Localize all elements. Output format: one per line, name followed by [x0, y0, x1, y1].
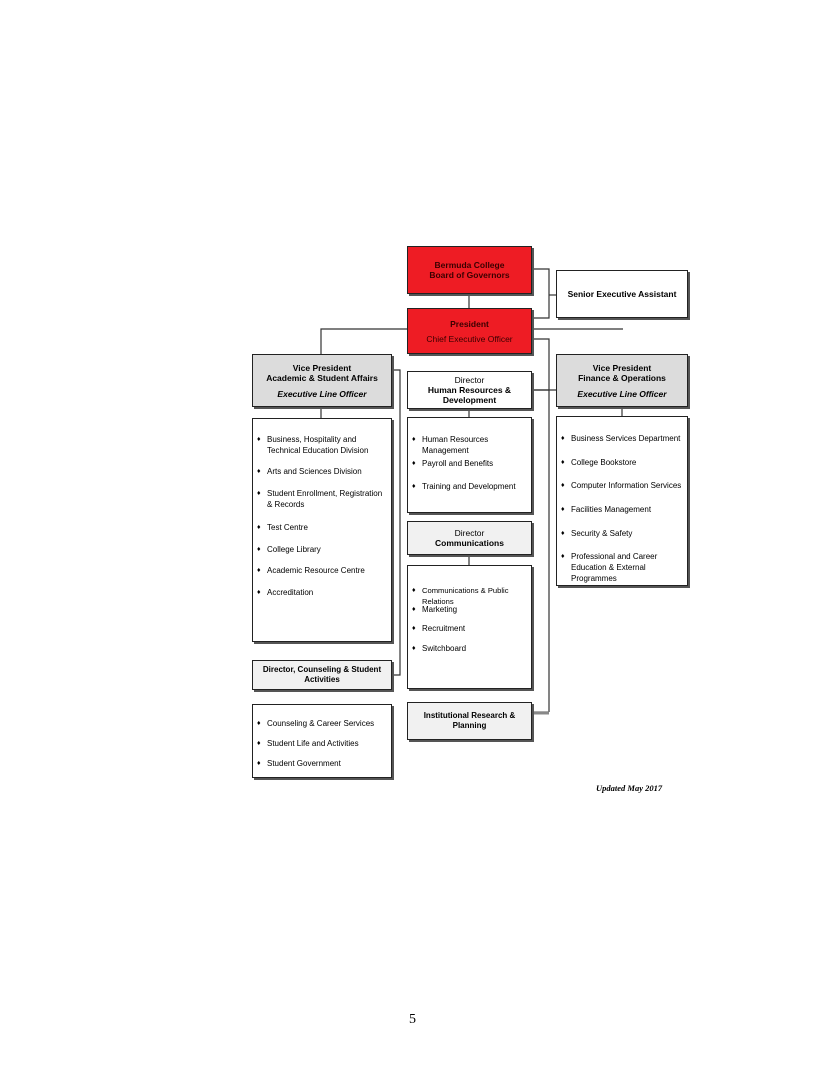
page-number: 5	[409, 1012, 416, 1027]
vp-finance-list-box	[556, 416, 688, 586]
bullet-icon: ♦	[412, 460, 416, 467]
vp-academic-box	[252, 354, 392, 407]
bullet-icon: ♦	[257, 436, 261, 443]
connector-board-assistant	[532, 269, 549, 318]
list-item: ♦ Student Life and Activities	[257, 739, 359, 748]
list-item: ♦ Student Government	[257, 759, 341, 768]
bullet-icon: ♦	[257, 760, 261, 767]
research-title: Institutional Research & Planning	[423, 711, 516, 730]
list-item: ♦ Facilities Management	[561, 505, 652, 514]
connector-president-vp-academic	[321, 329, 408, 354]
president-line1: President	[450, 318, 489, 329]
hr-list-box	[407, 417, 532, 513]
vp-academic-line1: Vice President	[292, 362, 352, 373]
bullet-icon: ♦	[412, 606, 416, 613]
assistant-title: Senior Executive Assistant	[567, 289, 677, 299]
hr-line2: Human Resources & Development	[427, 385, 512, 405]
vp-finance-line2: Finance & Operations	[578, 372, 666, 383]
vp-academic-list-box	[252, 418, 392, 642]
list-item: ♦ Academic Resource Centre	[257, 566, 365, 575]
list-item: ♦ Business Services Department	[561, 434, 681, 443]
list-item: ♦ Professional and Career Education & External Programmes	[561, 552, 658, 583]
list-item: ♦ Business, Hospitality and Technical Education Division	[257, 435, 369, 455]
list-item: ♦ College Bookstore	[561, 458, 637, 467]
bullet-icon: ♦	[257, 567, 261, 574]
bullet-icon: ♦	[257, 468, 261, 475]
bullet-icon: ♦	[561, 530, 565, 537]
board-line2: Board of Governors	[429, 270, 510, 280]
list-item: ♦ Training and Development	[412, 482, 516, 491]
list-item: ♦ Marketing	[412, 605, 458, 614]
connector-president-spine	[532, 339, 549, 712]
list-item: ♦ Human Resources Management	[412, 435, 489, 455]
hr-director-box	[407, 371, 532, 409]
connector-counseling	[392, 370, 400, 675]
bullet-icon: ♦	[257, 524, 261, 531]
vp-finance-line1: Vice President	[592, 362, 652, 373]
communications-list-box	[407, 565, 532, 689]
communications-line2: Communications	[435, 538, 504, 548]
list-item: ♦ Recruitment	[412, 624, 466, 633]
list-item: ♦ Switchboard	[412, 644, 467, 653]
list-item: ♦ Counseling & Career Services	[257, 719, 375, 728]
list-item: ♦ Test Centre	[257, 523, 308, 532]
hr-line1: Director	[454, 375, 485, 385]
vp-academic-line2: Academic & Student Affairs	[266, 372, 378, 383]
bullet-icon: ♦	[257, 546, 261, 553]
bullet-icon: ♦	[412, 483, 416, 490]
board-line1: Bermuda College	[434, 260, 505, 270]
bullet-icon: ♦	[412, 645, 416, 652]
list-item: ♦ Communications & Public Relations	[412, 586, 509, 606]
senior-executive-assistant-box	[556, 270, 688, 318]
list-item: ♦ Payroll and Benefits	[412, 459, 494, 468]
list-item: ♦ Student Enrollment, Registration & Records	[257, 489, 383, 509]
institutional-research-box	[407, 702, 532, 740]
list-item: ♦ College Library	[257, 545, 321, 554]
bullet-icon: ♦	[561, 482, 565, 489]
counseling-title: Director, Counseling & Student Activities	[262, 665, 382, 684]
communications-line1: Director	[454, 528, 485, 538]
updated-note: Updated May 2017	[596, 783, 663, 793]
president-line2: Chief Executive Officer	[426, 333, 513, 344]
vp-academic-line3: Executive Line Officer	[277, 388, 367, 399]
bullet-icon: ♦	[561, 506, 565, 513]
bullet-icon: ♦	[561, 459, 565, 466]
bullet-icon: ♦	[561, 553, 565, 560]
bullet-icon: ♦	[412, 436, 416, 443]
vp-finance-box	[556, 354, 688, 407]
bullet-icon: ♦	[412, 587, 416, 594]
president-box	[407, 308, 532, 354]
bullet-icon: ♦	[257, 720, 261, 727]
list-item: ♦ Security & Safety	[561, 529, 633, 538]
bullet-icon: ♦	[257, 740, 261, 747]
bullet-icon: ♦	[561, 435, 565, 442]
bullet-icon: ♦	[257, 490, 261, 497]
counseling-director-box	[252, 660, 392, 690]
counseling-list-box	[252, 704, 392, 778]
list-item: ♦ Computer Information Services	[561, 481, 682, 490]
list-item: ♦ Arts and Sciences Division	[257, 467, 362, 476]
vp-finance-line3: Executive Line Officer	[577, 388, 667, 399]
board-of-governors-box	[407, 246, 532, 294]
communications-director-box	[407, 521, 532, 555]
bullet-icon: ♦	[412, 625, 416, 632]
list-item: ♦ Accreditation	[257, 588, 314, 597]
bullet-icon: ♦	[257, 589, 261, 596]
